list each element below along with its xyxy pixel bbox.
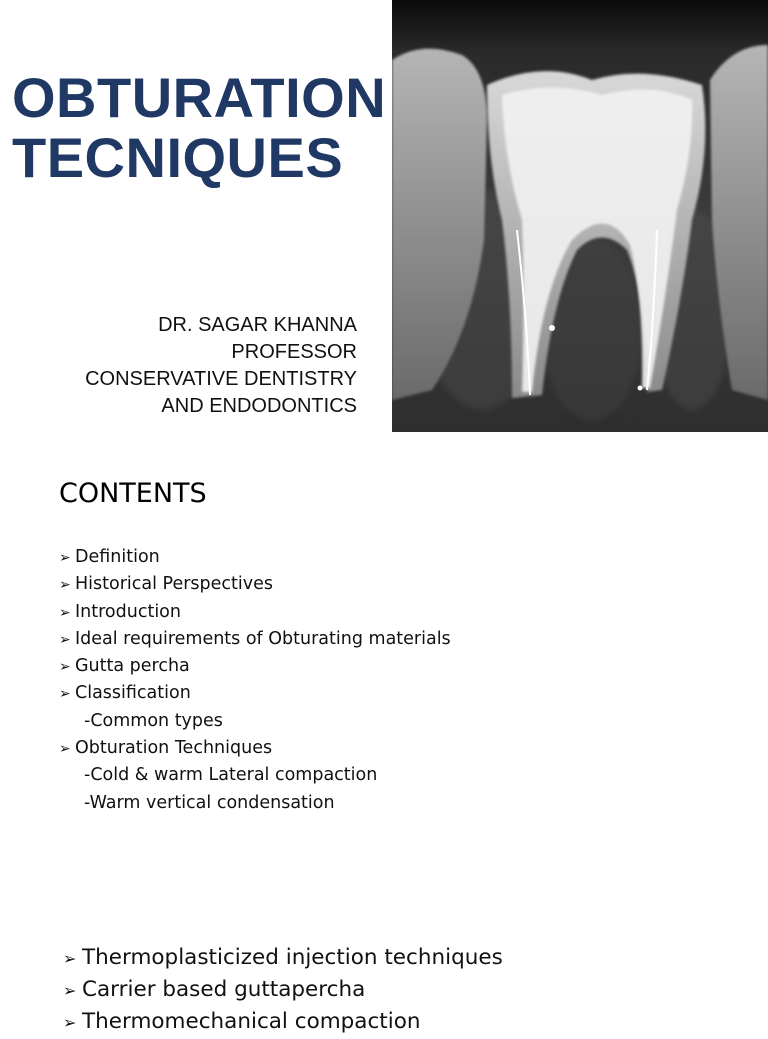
list-item-text: Thermomechanical compaction: [82, 1009, 421, 1034]
list-item-text: Gutta percha: [75, 656, 190, 677]
arrow-bullet-icon: ➢: [63, 981, 77, 1000]
arrow-bullet-icon: ➢: [59, 686, 71, 703]
list-subitem: [59, 762, 451, 789]
arrow-bullet-icon: ➢: [59, 604, 71, 621]
list-item: [63, 974, 503, 1006]
title-line: OBTURATION: [12, 66, 387, 129]
slide-title: [12, 68, 386, 188]
contents-slide: [0, 432, 768, 1034]
list-item-text: Obturation Techniques: [75, 738, 273, 759]
list-item-text: Thermoplasticized injection techniques: [82, 945, 503, 970]
list-item: [59, 544, 451, 571]
list-item: [63, 942, 503, 974]
list-item-text: Ideal requirements of Obturating materials: [75, 628, 451, 649]
list-subitem: [59, 790, 451, 817]
author-line: CONSERVATIVE DENTISTRY: [85, 368, 357, 390]
list-item-text: -Common types: [84, 710, 223, 731]
title-slide: [0, 0, 768, 432]
list-item: [59, 735, 451, 762]
list-subitem: [59, 708, 451, 735]
arrow-bullet-icon: ➢: [59, 631, 71, 648]
list-item: [59, 626, 451, 653]
arrow-bullet-icon: ➢: [63, 1013, 77, 1032]
arrow-bullet-icon: ➢: [59, 550, 71, 566]
title-line: TECNIQUES: [12, 126, 344, 189]
list-item: [59, 571, 451, 598]
list-item: [63, 1006, 503, 1038]
arrow-bullet-icon: ➢: [59, 741, 71, 758]
dental-xray-image: [392, 0, 768, 432]
list-item-text: Carrier based guttapercha: [82, 977, 366, 1002]
arrow-bullet-icon: ➢: [59, 577, 71, 594]
list-item-text: -Warm vertical condensation: [84, 792, 335, 813]
list-item: [59, 653, 451, 680]
arrow-bullet-icon: ➢: [59, 659, 71, 676]
author-line: DR. SAGAR KHANNA: [158, 314, 357, 336]
author-line: PROFESSOR: [231, 341, 357, 363]
list-item-text: -Cold & warm Lateral compaction: [84, 765, 378, 786]
list-item-text: Definition: [75, 547, 160, 567]
list-item: [59, 599, 451, 626]
contents-heading: CONTENTS: [59, 478, 207, 509]
list-item-text: Classification: [75, 683, 191, 704]
list-item-text: Introduction: [75, 601, 181, 622]
arrow-bullet-icon: ➢: [63, 949, 77, 968]
list-item-text: Historical Perspectives: [75, 574, 274, 595]
author-line: AND ENDODONTICS: [161, 395, 357, 417]
contents-list: [59, 544, 451, 817]
author-block: [85, 312, 357, 420]
list-item: [59, 680, 451, 707]
